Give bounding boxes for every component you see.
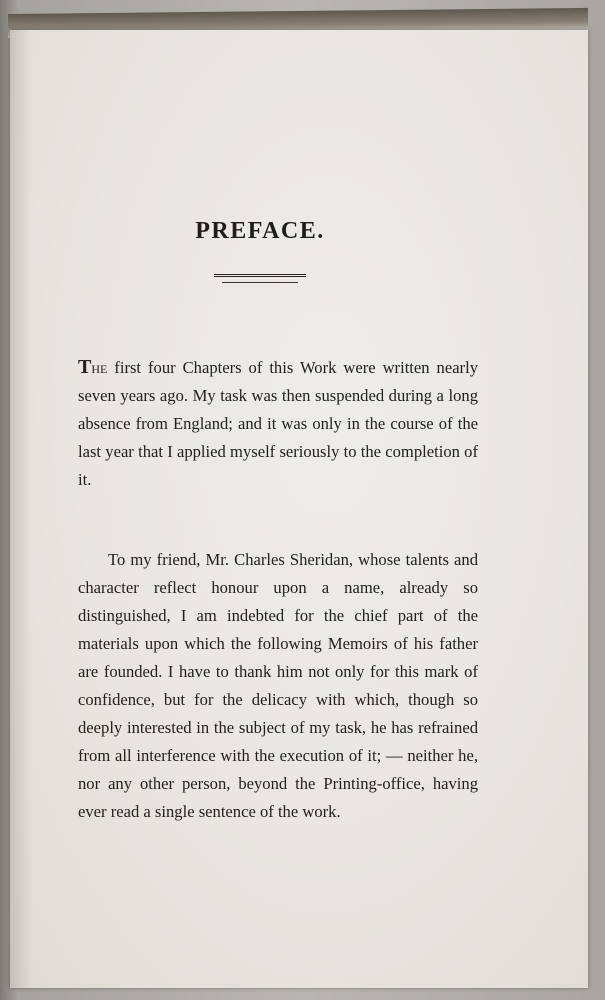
title-rule xyxy=(214,274,306,277)
paragraph-2 xyxy=(78,546,478,826)
page-title: PREFACE. xyxy=(195,218,325,244)
drop-capital: T xyxy=(78,356,92,378)
small-capitals: he xyxy=(91,358,108,377)
book-page xyxy=(10,30,588,988)
title-rule-thin xyxy=(222,282,298,283)
paragraph-2-text: To my friend, Mr. Charles Sheridan, whose talents and character reflect honour upon a name, already so distinguished, I am indebted for the chief part of the materials upon which the following Memoirs of his father are founded. I have to thank him not only for this mark of confidence, but for the delicacy with which, though so deeply interested in the subject of my task, he has refrained from all interference with the execution of it; — neither he, nor any other person, beyond the Printing-office, having ever read a single sentence of the work. xyxy=(78,550,478,821)
paragraph-1 xyxy=(78,353,478,494)
paragraph-1-text: first four Chapters of this Work were written nearly seven years ago. My task was then suspended during a long absence from England; and it was only in the course of the last year that I applied myself seriously to the completion of it. xyxy=(78,358,478,489)
